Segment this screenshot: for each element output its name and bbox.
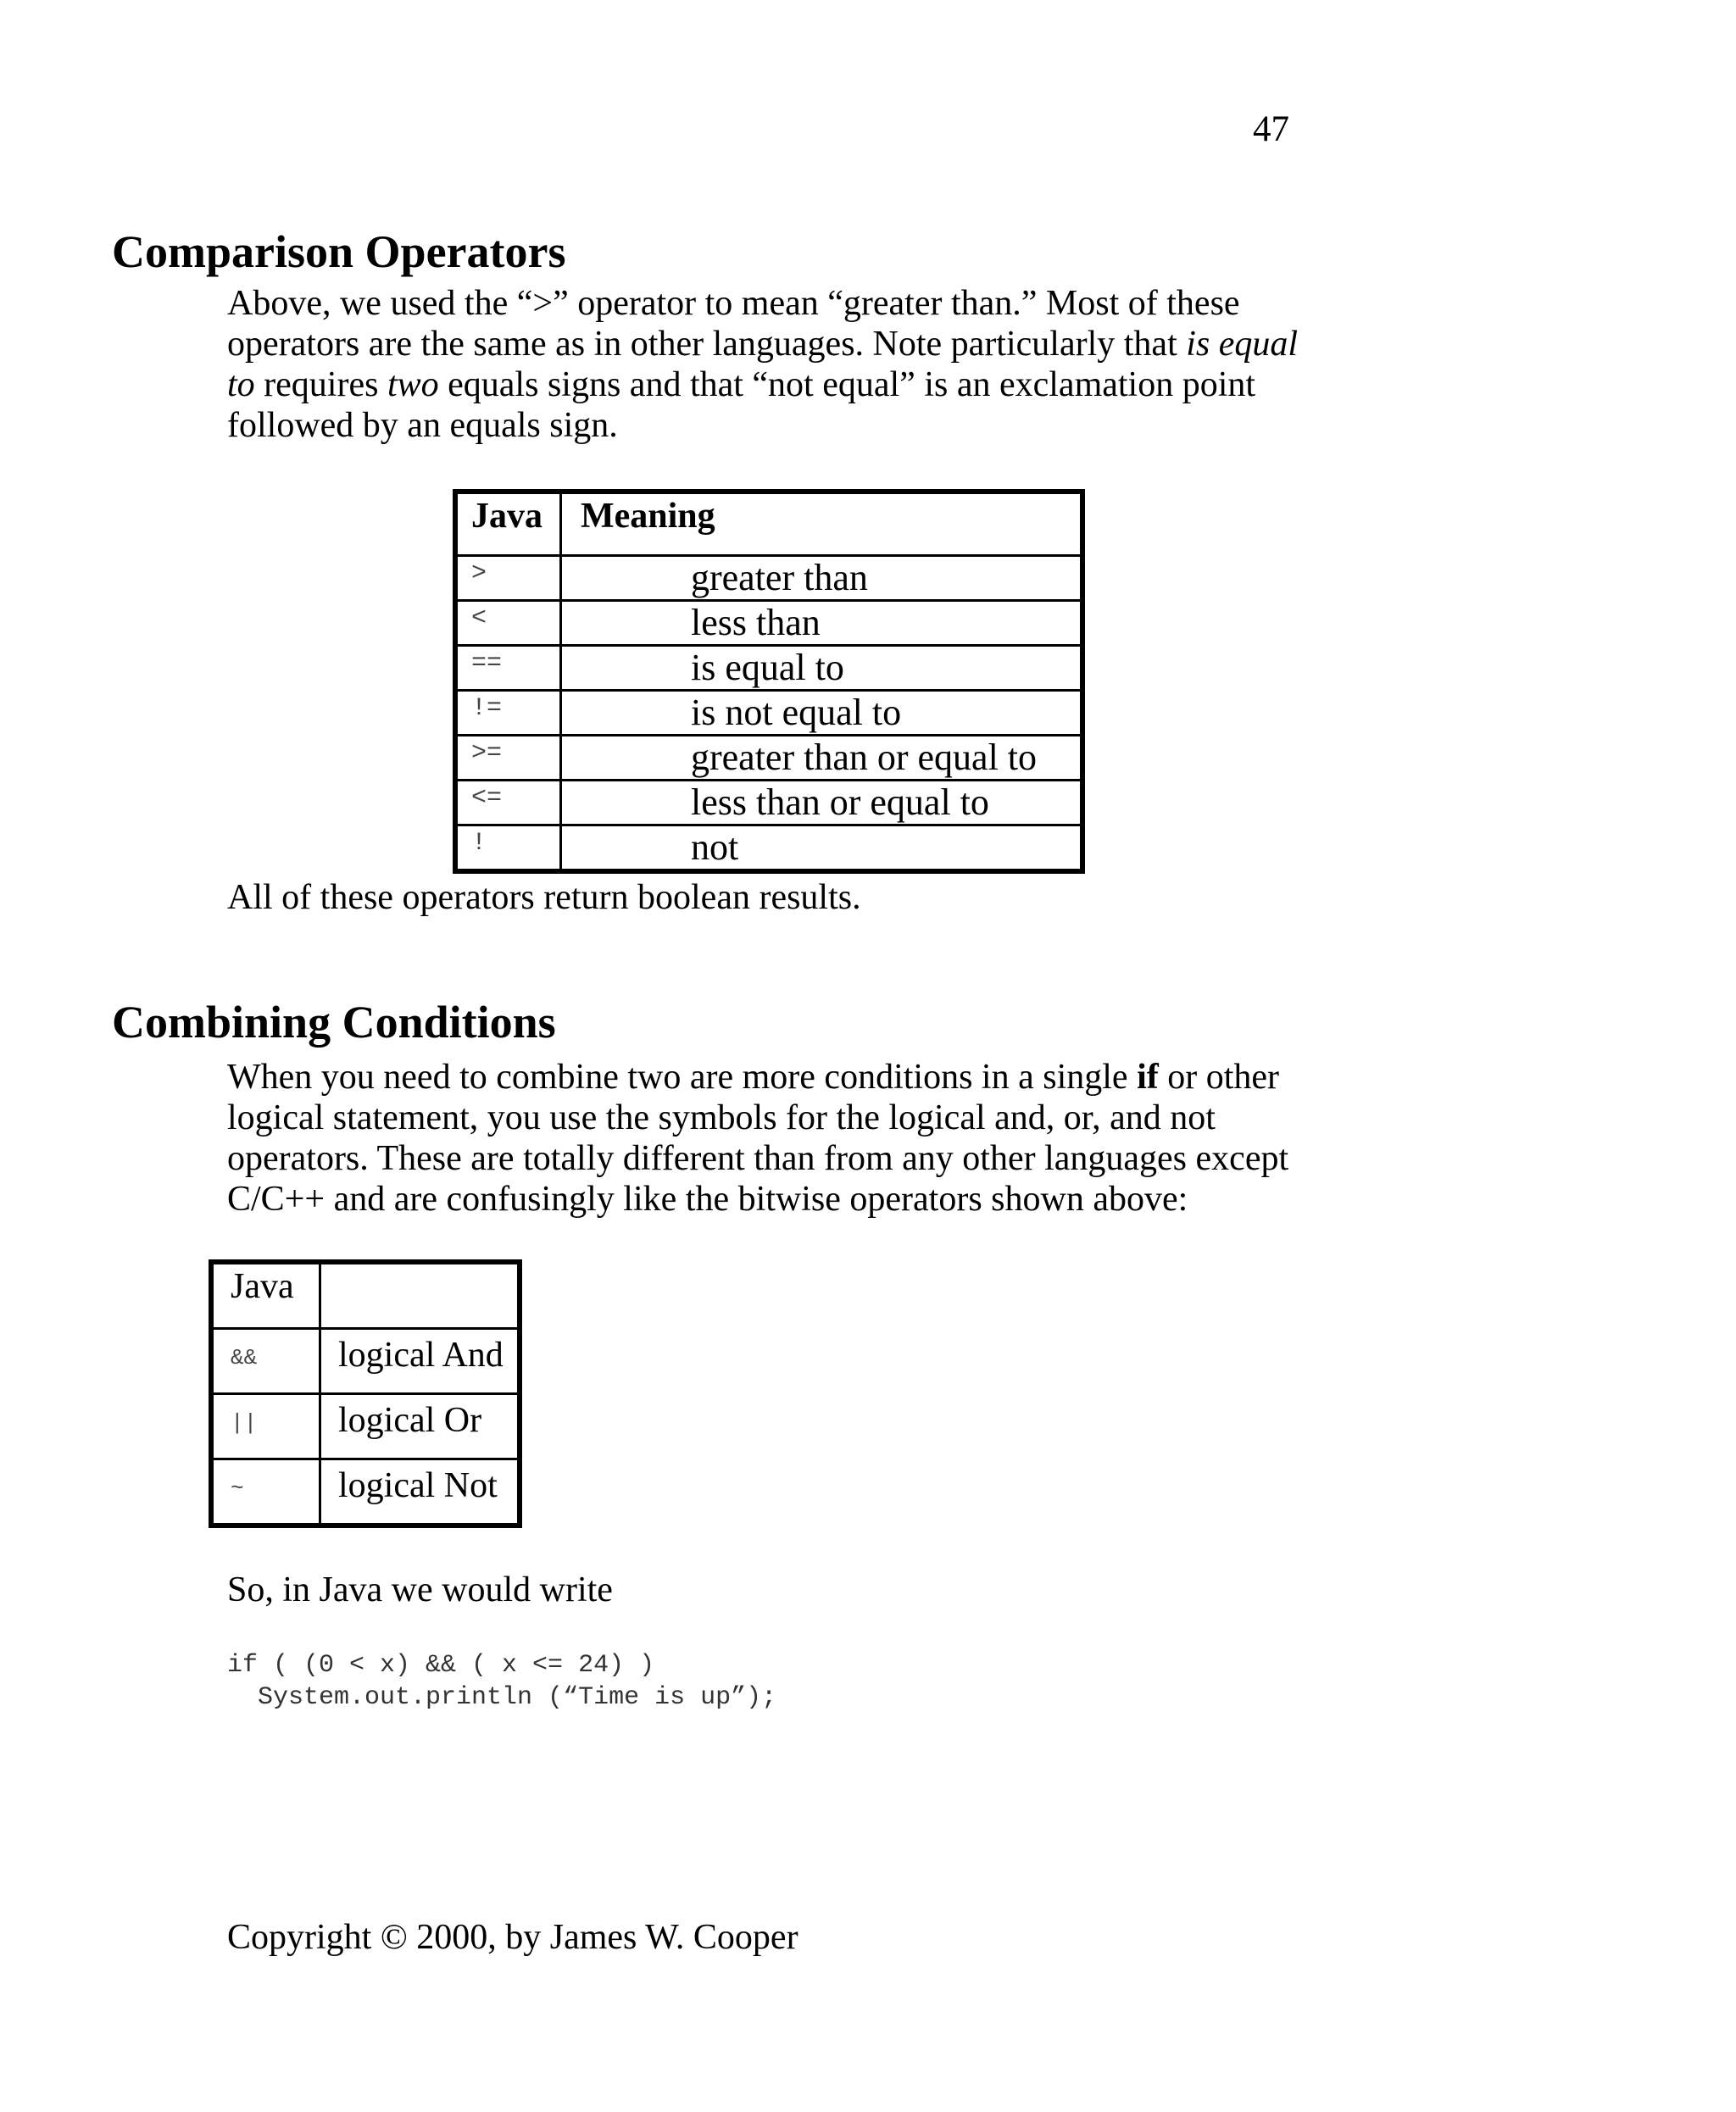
operator-cell: <= xyxy=(455,781,561,825)
code-snippet: if ( (0 < x) && ( x <= 24) ) System.out.println (“Time is up”); xyxy=(227,1651,777,1712)
column-header-empty xyxy=(320,1262,520,1329)
meaning-cell: greater than xyxy=(561,556,1083,601)
operator-cell: ~ xyxy=(211,1459,320,1526)
comparison-intro-paragraph xyxy=(227,283,1329,446)
column-header-java: Java xyxy=(211,1262,320,1329)
operator-cell: || xyxy=(211,1394,320,1459)
meaning-cell: greater than or equal to xyxy=(561,736,1083,781)
intro-text-3: equals signs and that “not equal” is an exclamation point followed by an equals sign. xyxy=(227,365,1256,445)
intro-text-2: requires xyxy=(254,365,387,404)
operator-cell: ! xyxy=(455,825,561,872)
intro-italic-two: two xyxy=(387,365,439,404)
meaning-cell: logical Or xyxy=(320,1394,520,1459)
meaning-cell: logical And xyxy=(320,1329,520,1394)
meaning-cell: is equal to xyxy=(561,646,1083,691)
column-header-meaning: Meaning xyxy=(561,492,1083,556)
table-row xyxy=(211,1394,520,1459)
section-heading-comparison-operators: Comparison Operators xyxy=(112,226,566,277)
table-header-row xyxy=(211,1262,520,1329)
intro-italic-is-equal-to: is equal to xyxy=(227,325,1299,404)
combining-bold-if: if xyxy=(1137,1058,1159,1097)
page-number: 47 xyxy=(1253,109,1289,149)
section-heading-combining-conditions: Combining Conditions xyxy=(112,997,556,1048)
combining-text-2: or other logical statement, you use the symbols for the logical and, or, and not operators. These are totally different than from any other languages except C/C++ and are confusingly like the bitwise operators shown above: xyxy=(227,1058,1289,1219)
table-row xyxy=(211,1329,520,1394)
meaning-cell: less than or equal to xyxy=(561,781,1083,825)
comparison-operators-table xyxy=(453,489,1085,874)
combining-text-1: When you need to combine two are more conditions in a single xyxy=(227,1058,1138,1097)
meaning-cell: less than xyxy=(561,601,1083,646)
column-header-java: Java xyxy=(455,492,561,556)
intro-text-1: Above, we used the “>” operator to mean “greater than.” Most of these operators are the same as in other languages. Note particularly that xyxy=(227,284,1240,364)
table-row xyxy=(455,646,1082,691)
operator-cell: > xyxy=(455,556,561,601)
combining-intro-paragraph xyxy=(227,1057,1329,1220)
meaning-cell: is not equal to xyxy=(561,691,1083,736)
table-row xyxy=(455,601,1082,646)
meaning-cell: not xyxy=(561,825,1083,872)
table-row xyxy=(455,781,1082,825)
table-row xyxy=(455,825,1082,872)
table-row xyxy=(455,556,1082,601)
copyright-footer: Copyright © 2000, by James W. Cooper xyxy=(227,1918,798,1957)
operator-cell: < xyxy=(455,601,561,646)
meaning-cell: logical Not xyxy=(320,1459,520,1526)
operator-cell: >= xyxy=(455,736,561,781)
table-header-row xyxy=(455,492,1082,556)
operator-cell: && xyxy=(211,1329,320,1394)
table-row xyxy=(455,736,1082,781)
operator-cell: != xyxy=(455,691,561,736)
comparison-summary-paragraph: All of these operators return boolean results. xyxy=(227,878,861,917)
table-row xyxy=(211,1459,520,1526)
code-lead-paragraph: So, in Java we would write xyxy=(227,1570,613,1609)
table-row xyxy=(455,691,1082,736)
logical-operators-table xyxy=(209,1259,522,1528)
operator-cell: == xyxy=(455,646,561,691)
